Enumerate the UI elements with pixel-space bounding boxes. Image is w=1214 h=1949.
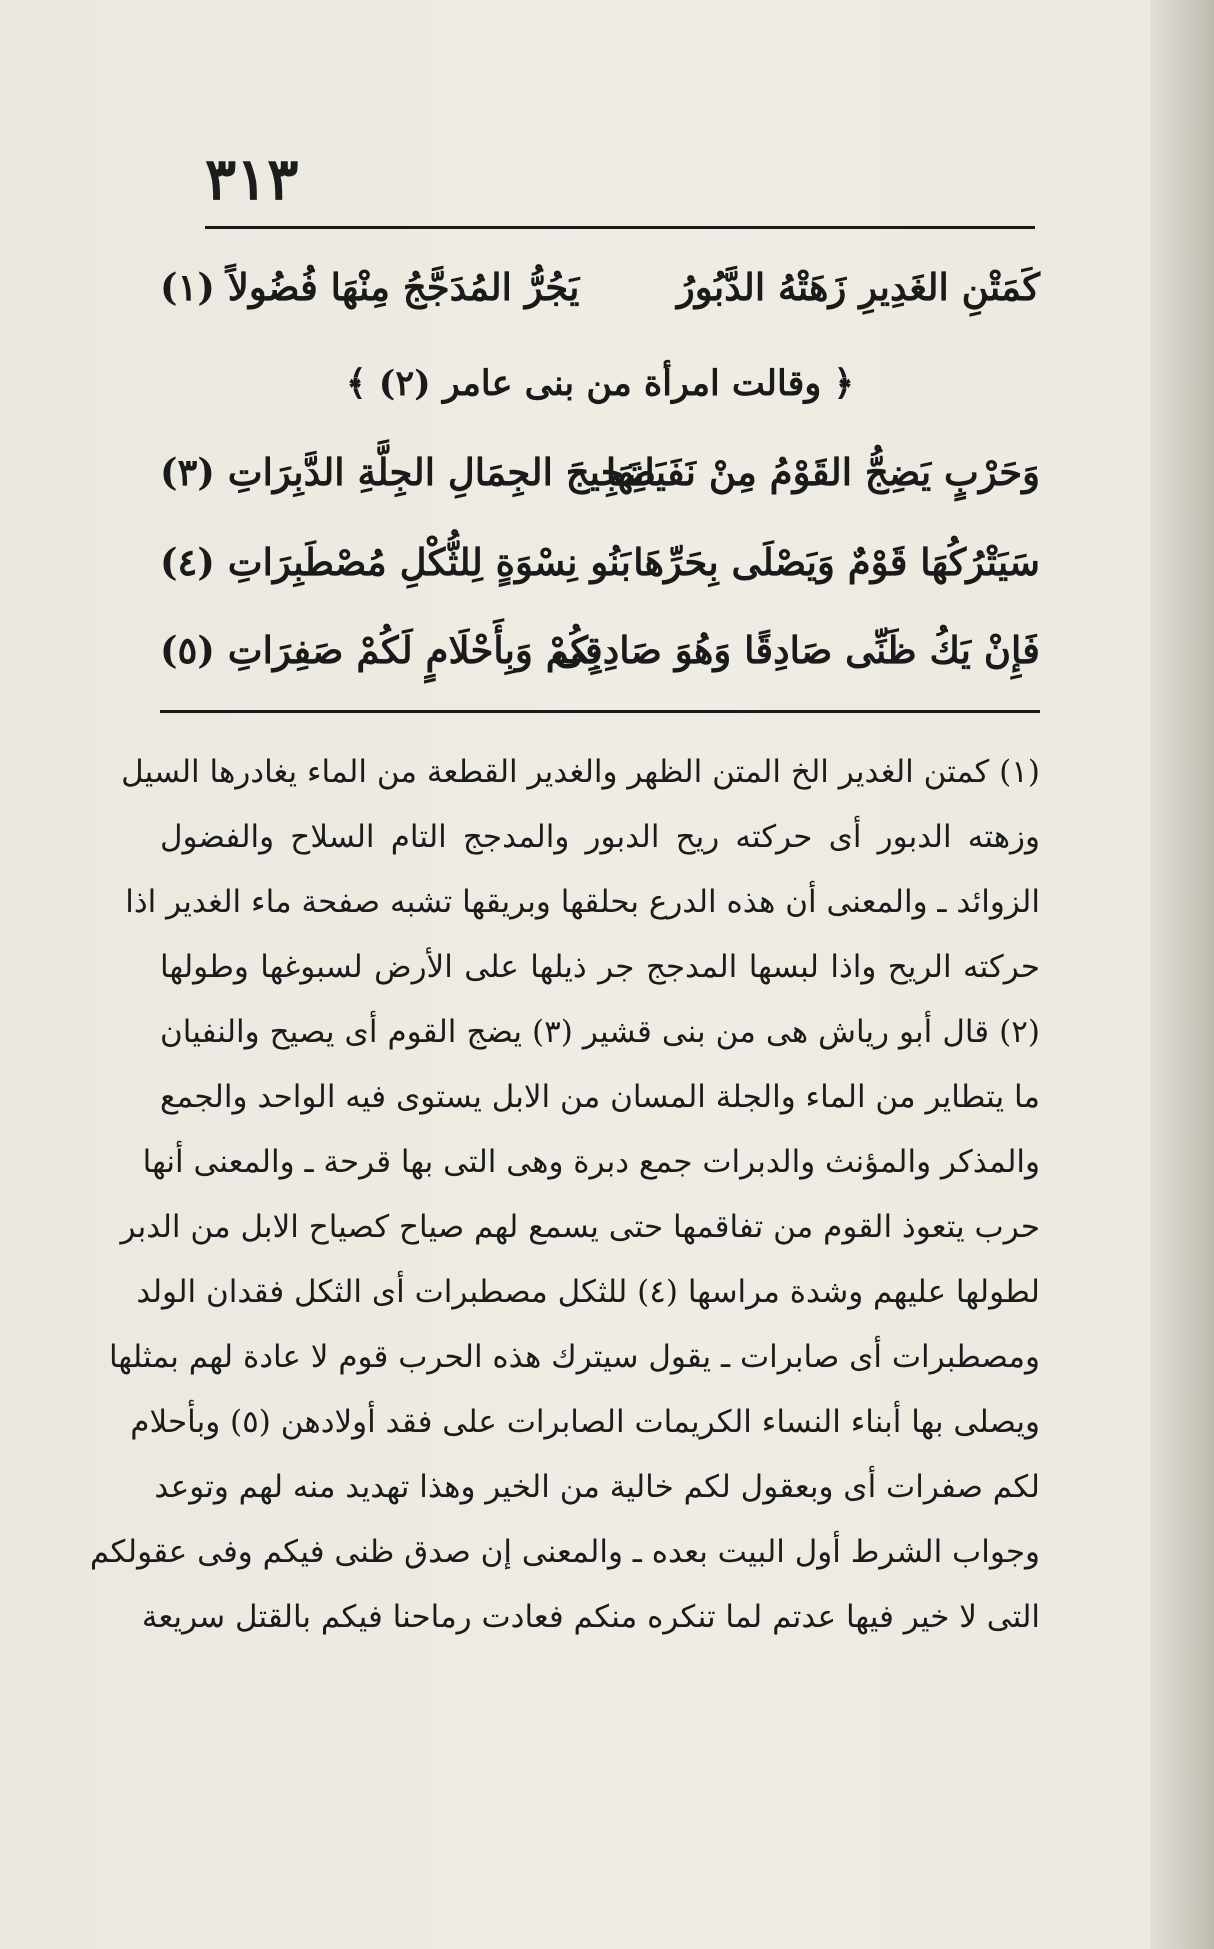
verse-2-second-hemistich: ضَجِيجَ الجِمَالِ الجِلَّةِ الدَّبِرَاتِ (٣): [160, 450, 657, 494]
footnote-line: (٢) قال أبو رياش هى من بنى قشير (٣) يضج القوم أى يصيح والنفيان: [160, 1014, 1041, 1050]
footnote-line: وجواب الشرط أول البيت بعده ـ والمعنى إن صدق ظنى فيكم وفى عقولكم: [89, 1534, 1040, 1570]
verse-4: [160, 618, 1040, 682]
verse-1: [160, 255, 1040, 319]
page-number: ٣١٣: [205, 145, 299, 213]
footnotes: [89, 740, 1041, 1650]
footnote-line: الزوائد ـ والمعنى أن هذه الدرع بحلقها وبريقها تشبه صفحة ماء الغدير اذا: [125, 884, 1040, 920]
footnote-line: لطولها عليهم وشدة مراسها (٤) للثكل مصطبرات أى الثكل فقدان الولد: [136, 1274, 1040, 1310]
verse-1-first-hemistich: كَمَتْنِ الغَدِيرِ زَهَتْهُ الدَّبُورُ: [676, 265, 1040, 309]
footnote-line: ما يتطاير من الماء والجلة المسان من الابل يستوى فيه الواحد والجمع: [160, 1079, 1040, 1115]
verse-4-second-hemistich: بِكُمْ وَبِأَحْلَامٍ لَكُمْ صَفِرَاتِ (٥): [160, 628, 602, 672]
page-edge-shadow: [1150, 0, 1214, 1949]
verse-3-second-hemistich: بَنُو نِسْوَةٍ لِلثُّكْلِ مُصْطَبِرَاتِ (٤): [160, 540, 631, 584]
footnote-line: ويصلى بها أبناء النساء الكريمات الصابرات على فقد أولادهن (٥) وبأحلام: [130, 1404, 1040, 1440]
footnote-line: والمذكر والمؤنث والدبرات جمع دبرة وهى التى بها قرحة ـ والمعنى أنها: [142, 1144, 1040, 1180]
poem-intro: ﴿ وقالت امرأة من بنى عامر (٢) ﴾: [346, 363, 854, 404]
footnote-line: ومصطبرات أى صابرات ـ يقول سيترك هذه الحرب قوم لا عادة لهم بمثلها: [108, 1339, 1040, 1375]
verse-1-second-hemistich: يَجُرُّ المُدَجَّجُ مِنْهَا فُضُولاً (١): [160, 265, 580, 309]
footnote-line: (١) كمتن الغدير الخ المتن الظهر والغدير القطعة من الماء يغادرها السيل: [121, 754, 1040, 790]
footnote-line: حركته الريح واذا لبسها المدجج جر ذيلها على الأرض لسبوغها وطولها: [160, 949, 1040, 985]
verse-3-first-hemistich: سَيَتْرُكُهَا قَوْمٌ وَيَصْلَى بِحَرِّهَا: [633, 540, 1040, 584]
footnote-line: لكم صفرات أى وبعقول لكم خالية من الخير وهذا تهديد منه لهم وتوعد: [154, 1469, 1040, 1505]
header-rule: [205, 226, 1035, 229]
footnote-line: التى لا خير فيها عدتم لما تنكره منكم فعادت رماحنا فيكم بالقتل سريعة: [141, 1599, 1040, 1635]
footnote-line: وزهته الدبور أى حركته ريح الدبور والمدجج التام السلاح والفضول: [160, 819, 1040, 855]
verse-4-first-hemistich: فَإِنْ يَكُ ظَنِّى صَادِقًا وَهُوَ صَادِقِى: [554, 628, 1040, 672]
verse-2-first-hemistich: وَحَرْبٍ يَضِجُّ القَوْمُ مِنْ نَفَيَانِهَا: [605, 450, 1040, 494]
verse-3: [160, 530, 1040, 594]
verse-2: [160, 440, 1040, 504]
footnote-rule: [160, 710, 1040, 713]
footnote-line: حرب يتعوذ القوم من تفاقمها حتى يسمع لهم صياح كصياح الابل من الدبر: [120, 1209, 1040, 1245]
